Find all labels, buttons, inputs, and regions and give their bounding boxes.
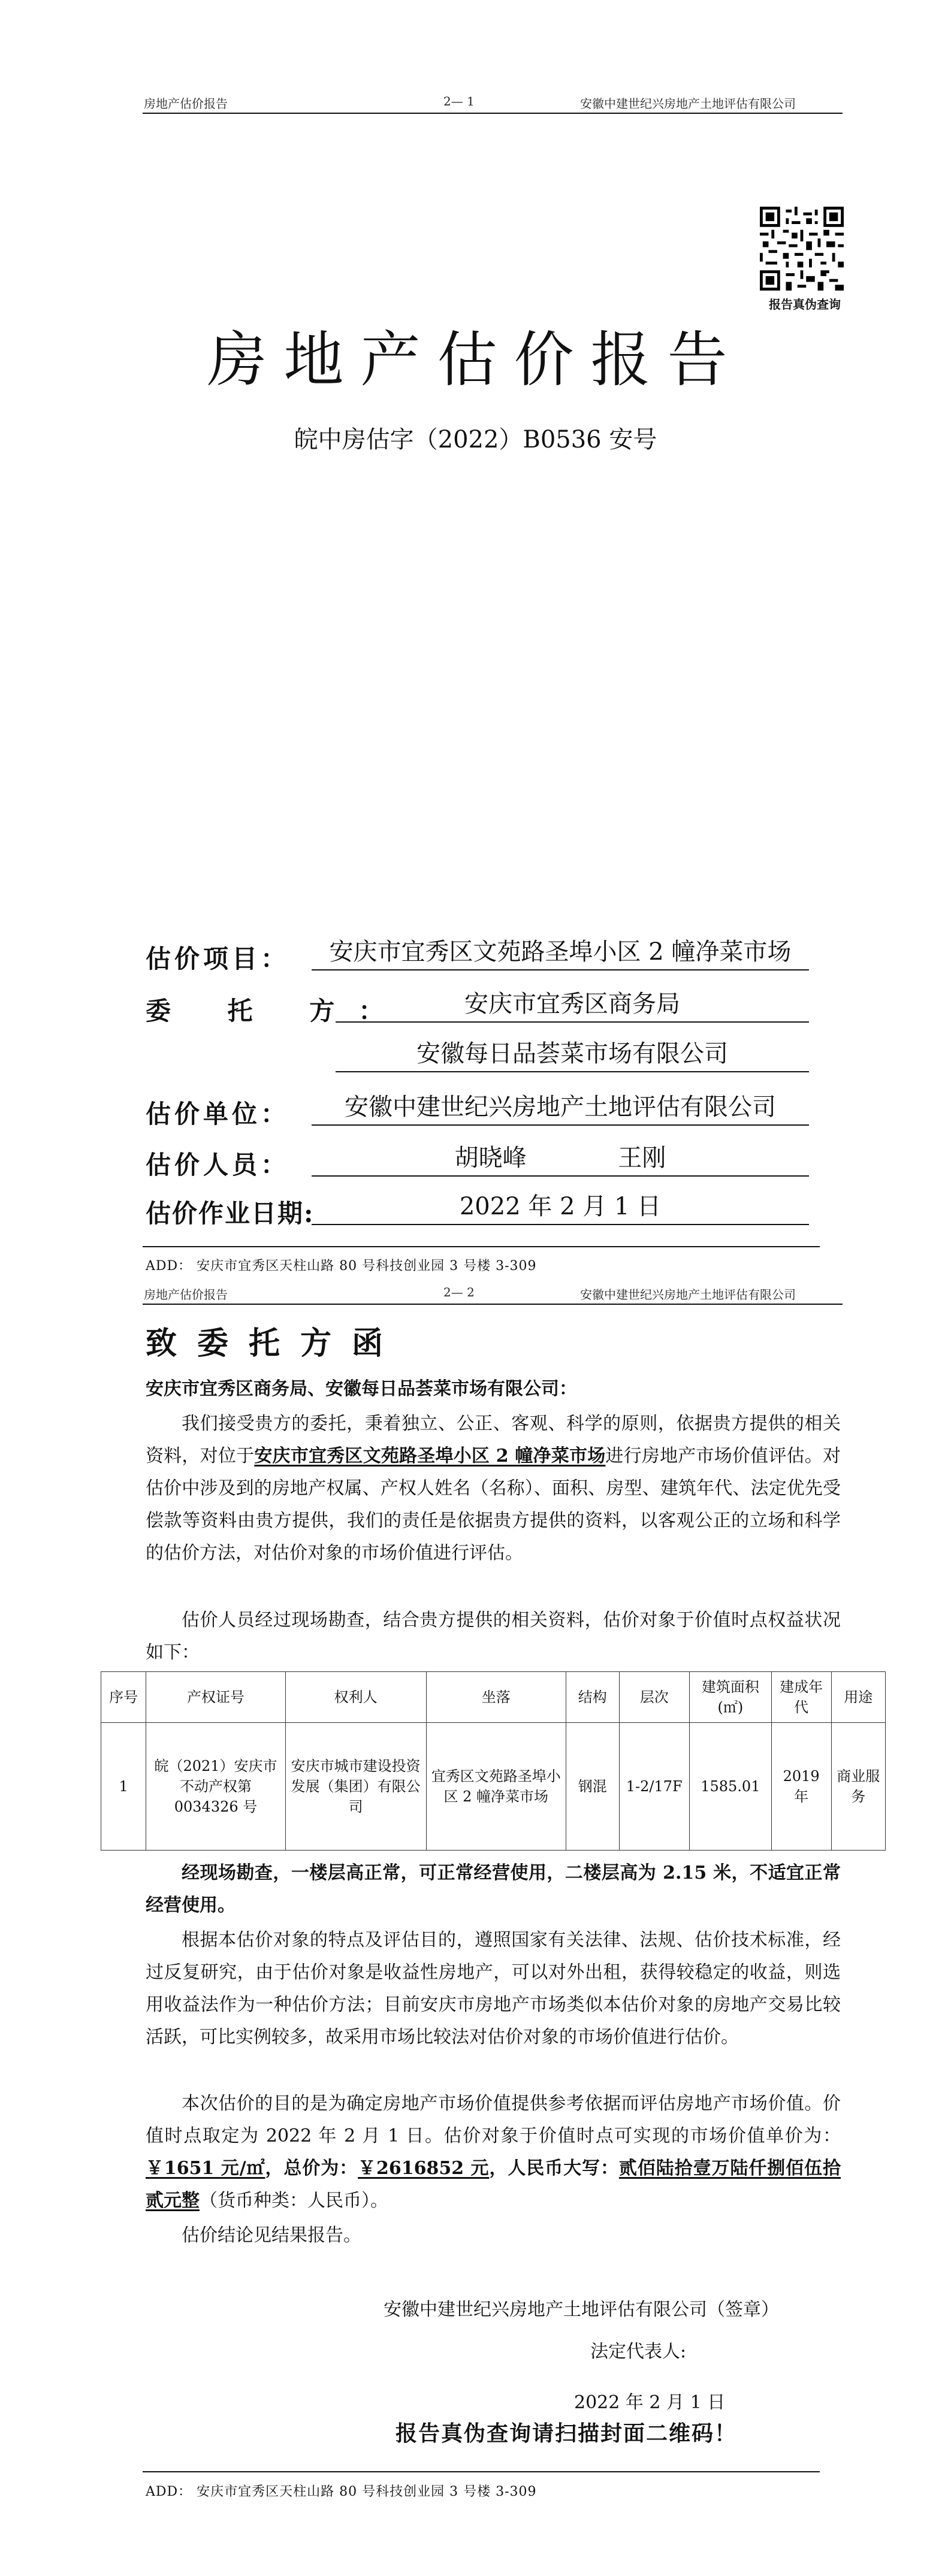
client-value-1: 安庆市宜秀区商务局 [336, 987, 809, 1023]
p1-text-a: 我们接受贵方的委托，秉着独立、公正、客观、科学的原则，依据贵方提供的相关资料，对位于 [146, 1413, 841, 1467]
header-rule-p2 [143, 1304, 843, 1305]
header-left: 房地产估价报告 [144, 96, 228, 111]
cover-address: ADD： 安庆市宜秀区天柱山路 80 号科技创业园 3 号楼 3-309 [146, 1259, 537, 1274]
p1-location: 安庆市宜秀区文苑路圣埠小区 2 幢净菜市场 [254, 1446, 606, 1467]
table-header-row [101, 1672, 886, 1723]
persons-value: 胡晓峰 王刚 [312, 1141, 809, 1177]
cell-owner: 安庆市城市建设投资发展（集团）有限公司 [285, 1723, 426, 1851]
th-area: 建筑面积(㎡) [689, 1672, 771, 1723]
p5-unit-price: ￥1651 元/㎡ [146, 2158, 265, 2179]
unit-value: 安徽中建世纪兴房地产土地评估有限公司 [312, 1090, 809, 1126]
verify-note: 报告真伪查询请扫描封面二维码！ [396, 2421, 738, 2446]
header-rule [143, 113, 843, 114]
th-usage: 用途 [831, 1672, 885, 1723]
th-cert-no: 产权证号 [146, 1672, 286, 1723]
unit-label: 估价单位： [146, 1099, 290, 1129]
th-owner: 权利人 [285, 1672, 426, 1723]
persons-label: 估价人员： [146, 1150, 290, 1180]
letter-address: ADD： 安庆市宜秀区天柱山路 80 号科技创业园 3 号楼 3-309 [146, 2484, 537, 2499]
sign-representative: 法定代表人: [590, 2341, 687, 2362]
letter-footer-rule [143, 2471, 820, 2472]
cell-usage: 商业服务 [831, 1723, 885, 1851]
letter-paragraph-2: 估价人员经过现场勘查，结合贵方提供的相关资料，估价对象于价值时点权益状况如下： [146, 1610, 841, 1663]
cell-floor: 1-2/17F [619, 1723, 689, 1851]
p5-sep: ，总价为： [265, 2158, 358, 2179]
header-right-p2: 安徽中建世纪兴房地产土地评估有限公司 [580, 1287, 796, 1302]
sign-date: 2022 年 2 月 1 日 [574, 2392, 726, 2413]
cell-year: 2019 年 [771, 1723, 831, 1851]
qr-code[interactable] [760, 207, 844, 293]
cover-footer-rule [143, 1246, 820, 1247]
cell-location: 宜秀区文苑路圣埠小区 2 幢净菜市场 [426, 1723, 566, 1851]
sign-company: 安徽中建世纪兴房地产土地评估有限公司（签章） [384, 2299, 779, 2320]
report-title: 房地产估价报告 [207, 325, 744, 395]
header-right: 安徽中建世纪兴房地产土地评估有限公司 [580, 96, 796, 111]
p5-total-price: ￥2616852 元 [358, 2158, 490, 2179]
header-page-number: 2— 1 [443, 94, 475, 108]
letter-paragraph-1 [146, 1408, 841, 1570]
letter-paragraph-5 [146, 2088, 841, 2217]
p5-rmb-amount: 贰佰陆拾壹万陆仟捌佰伍拾贰元整 [146, 2158, 841, 2211]
letter-paragraph-6: 估价结论见结果报告。 [182, 2225, 361, 2246]
cell-index: 1 [101, 1723, 146, 1851]
p5-currency: （货币种类：人民币）。 [200, 2190, 388, 2211]
cell-cert-no: 皖（2021）安庆市不动产权第 0034326 号 [146, 1723, 286, 1851]
qr-caption: 报告真伪查询 [769, 297, 841, 312]
p5-rmb-label: ，人民币大写： [489, 2158, 619, 2179]
table-row [101, 1723, 886, 1851]
letter-salutation: 安庆市宜秀区商务局、安徽每日品荟菜市场有限公司： [146, 1378, 577, 1399]
date-value: 2022 年 2 月 1 日 [312, 1189, 809, 1225]
th-structure: 结构 [566, 1672, 620, 1723]
th-year: 建成年代 [771, 1672, 831, 1723]
date-label: 估价作业日期: [146, 1199, 315, 1228]
p5-text-a: 本次估价的目的是为确定房地产市场价值提供参考依据而评估房地产市场价值。价值时点取定为 2022 年 2 月 1 日。估价对象于价值时点可实现的市场价值单价为： [146, 2093, 841, 2146]
cell-area: 1585.01 [689, 1723, 771, 1851]
project-label: 估价项目： [146, 944, 290, 973]
letter-paragraph-3: 经现场勘查，一楼层高正常，可正常经营使用，二楼层高为 2.15 米，不适宜正常经营使用。 [146, 1863, 841, 1916]
letter-paragraph-4: 根据本估价对象的特点及评估目的，遵照国家有关法律、法规、估价技术标准，经过反复研究，由于估价对象是收益性房地产，可以对外出租，获得较稳定的收益，则选用收益法作为一种估价方法；目前安庆市房地产市场类似本估价对象的房地产交易比较活跃，可比实例较多，故采用市场比较法对估价对象的市场价值进行估价。 [146, 1930, 841, 2048]
th-floor: 层次 [619, 1672, 689, 1723]
qr-code-icon [760, 207, 844, 291]
th-index: 序号 [101, 1672, 146, 1723]
report-number: 皖中房估字（2022）B0536 安号 [294, 426, 657, 453]
th-location: 坐落 [426, 1672, 566, 1723]
project-value: 安庆市宜秀区文苑路圣埠小区 2 幢净菜市场 [312, 935, 809, 970]
property-table [101, 1671, 886, 1851]
client-label: 委 托 方： [146, 996, 408, 1026]
client-value-2: 安徽每日品荟菜市场有限公司 [336, 1036, 809, 1072]
header-left-p2: 房地产估价报告 [144, 1287, 228, 1302]
header-page-number-p2: 2— 2 [443, 1285, 475, 1299]
cell-structure: 钢混 [566, 1723, 620, 1851]
letter-title: 致委托方函 [146, 1325, 404, 1362]
p1-text-b: 进行房地产市场价值评估。对估价中涉及到的房地产权属、产权人姓名（名称）、面积、房型、建筑年代、法定优先受偿款等资料由贵方提供，我们的责任是依据贵方提供的资料，以客观公正的立场和科学的估价方法，对估价对象的市场价值进行评估。 [146, 1446, 841, 1564]
